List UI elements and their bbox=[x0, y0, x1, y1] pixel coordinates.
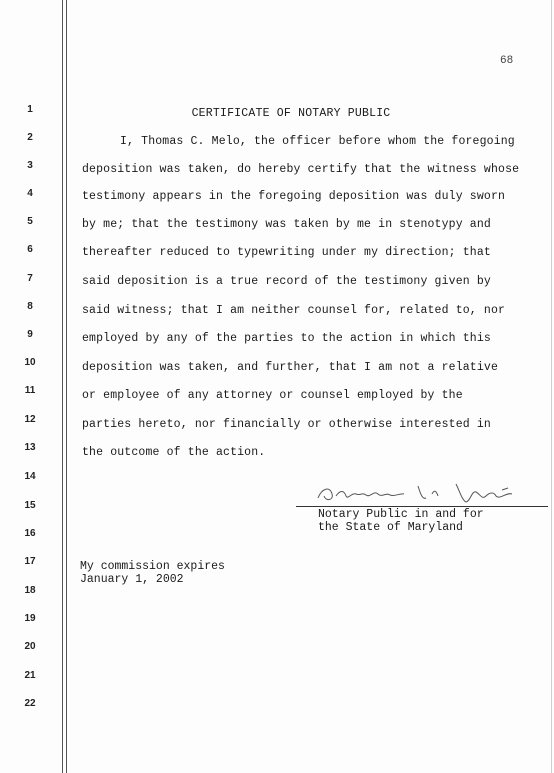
certificate-line: I, Thomas C. Melo, the officer before whom the foregoing bbox=[120, 135, 515, 148]
certificate-line: or employee of any attorney or counsel employed by the bbox=[82, 389, 463, 402]
line-number: 15 bbox=[24, 500, 36, 511]
line-number: 9 bbox=[27, 329, 33, 340]
certificate-line: employed by any of the parties to the action in which this bbox=[82, 332, 491, 345]
line-number: 19 bbox=[24, 613, 36, 624]
page-number: 68 bbox=[500, 55, 514, 67]
line-number: 3 bbox=[27, 160, 33, 171]
signature-caption: Notary Public in and for bbox=[318, 508, 484, 521]
line-number: 12 bbox=[24, 414, 36, 425]
line-number: 13 bbox=[24, 442, 36, 453]
certificate-line: testimony appears in the foregoing deposition was duly sworn bbox=[82, 190, 506, 203]
line-number: 4 bbox=[27, 188, 33, 199]
line-number: 14 bbox=[24, 471, 36, 482]
line-number: 11 bbox=[24, 385, 36, 396]
line-number: 2 bbox=[27, 132, 33, 143]
left-margin-rule bbox=[62, 0, 63, 773]
line-number: 5 bbox=[27, 216, 33, 227]
line-number: 17 bbox=[24, 556, 36, 567]
line-number: 21 bbox=[24, 670, 36, 681]
right-page-edge bbox=[551, 0, 552, 773]
line-number: 20 bbox=[24, 641, 36, 652]
line-number: 6 bbox=[27, 244, 33, 255]
certificate-line: said witness; that I am neither counsel for, related to, nor bbox=[82, 304, 506, 317]
commission-expiry-date: January 1, 2002 bbox=[80, 573, 184, 586]
line-number: 7 bbox=[27, 273, 33, 284]
line-number: 10 bbox=[24, 357, 36, 368]
certificate-line: deposition was taken, do hereby certify that the witness whose bbox=[82, 163, 520, 176]
document-title: CERTIFICATE OF NOTARY PUBLIC bbox=[191, 107, 391, 120]
certificate-line: thereafter reduced to typewriting under my direction; that bbox=[82, 246, 491, 259]
line-number: 22 bbox=[24, 698, 36, 709]
line-number: 8 bbox=[27, 301, 33, 312]
line-number: 1 bbox=[27, 104, 33, 115]
left-margin-rule-double bbox=[66, 0, 67, 773]
commission-expiry-label: My commission expires bbox=[80, 560, 225, 573]
line-number: 16 bbox=[24, 528, 36, 539]
certificate-line: by me; that the testimony was taken by me in stenotypy and bbox=[82, 218, 491, 231]
certificate-line: parties hereto, nor financially or otherwise interested in bbox=[82, 418, 491, 431]
certificate-line: said deposition is a true record of the testimony given by bbox=[82, 275, 491, 288]
certificate-line: the outcome of the action. bbox=[82, 446, 266, 459]
line-number: 18 bbox=[24, 585, 36, 596]
handwritten-signature bbox=[296, 478, 548, 508]
signature-line bbox=[296, 506, 548, 507]
signature-caption: the State of Maryland bbox=[318, 521, 463, 534]
certificate-line: deposition was taken, and further, that I am not a relative bbox=[82, 361, 499, 374]
